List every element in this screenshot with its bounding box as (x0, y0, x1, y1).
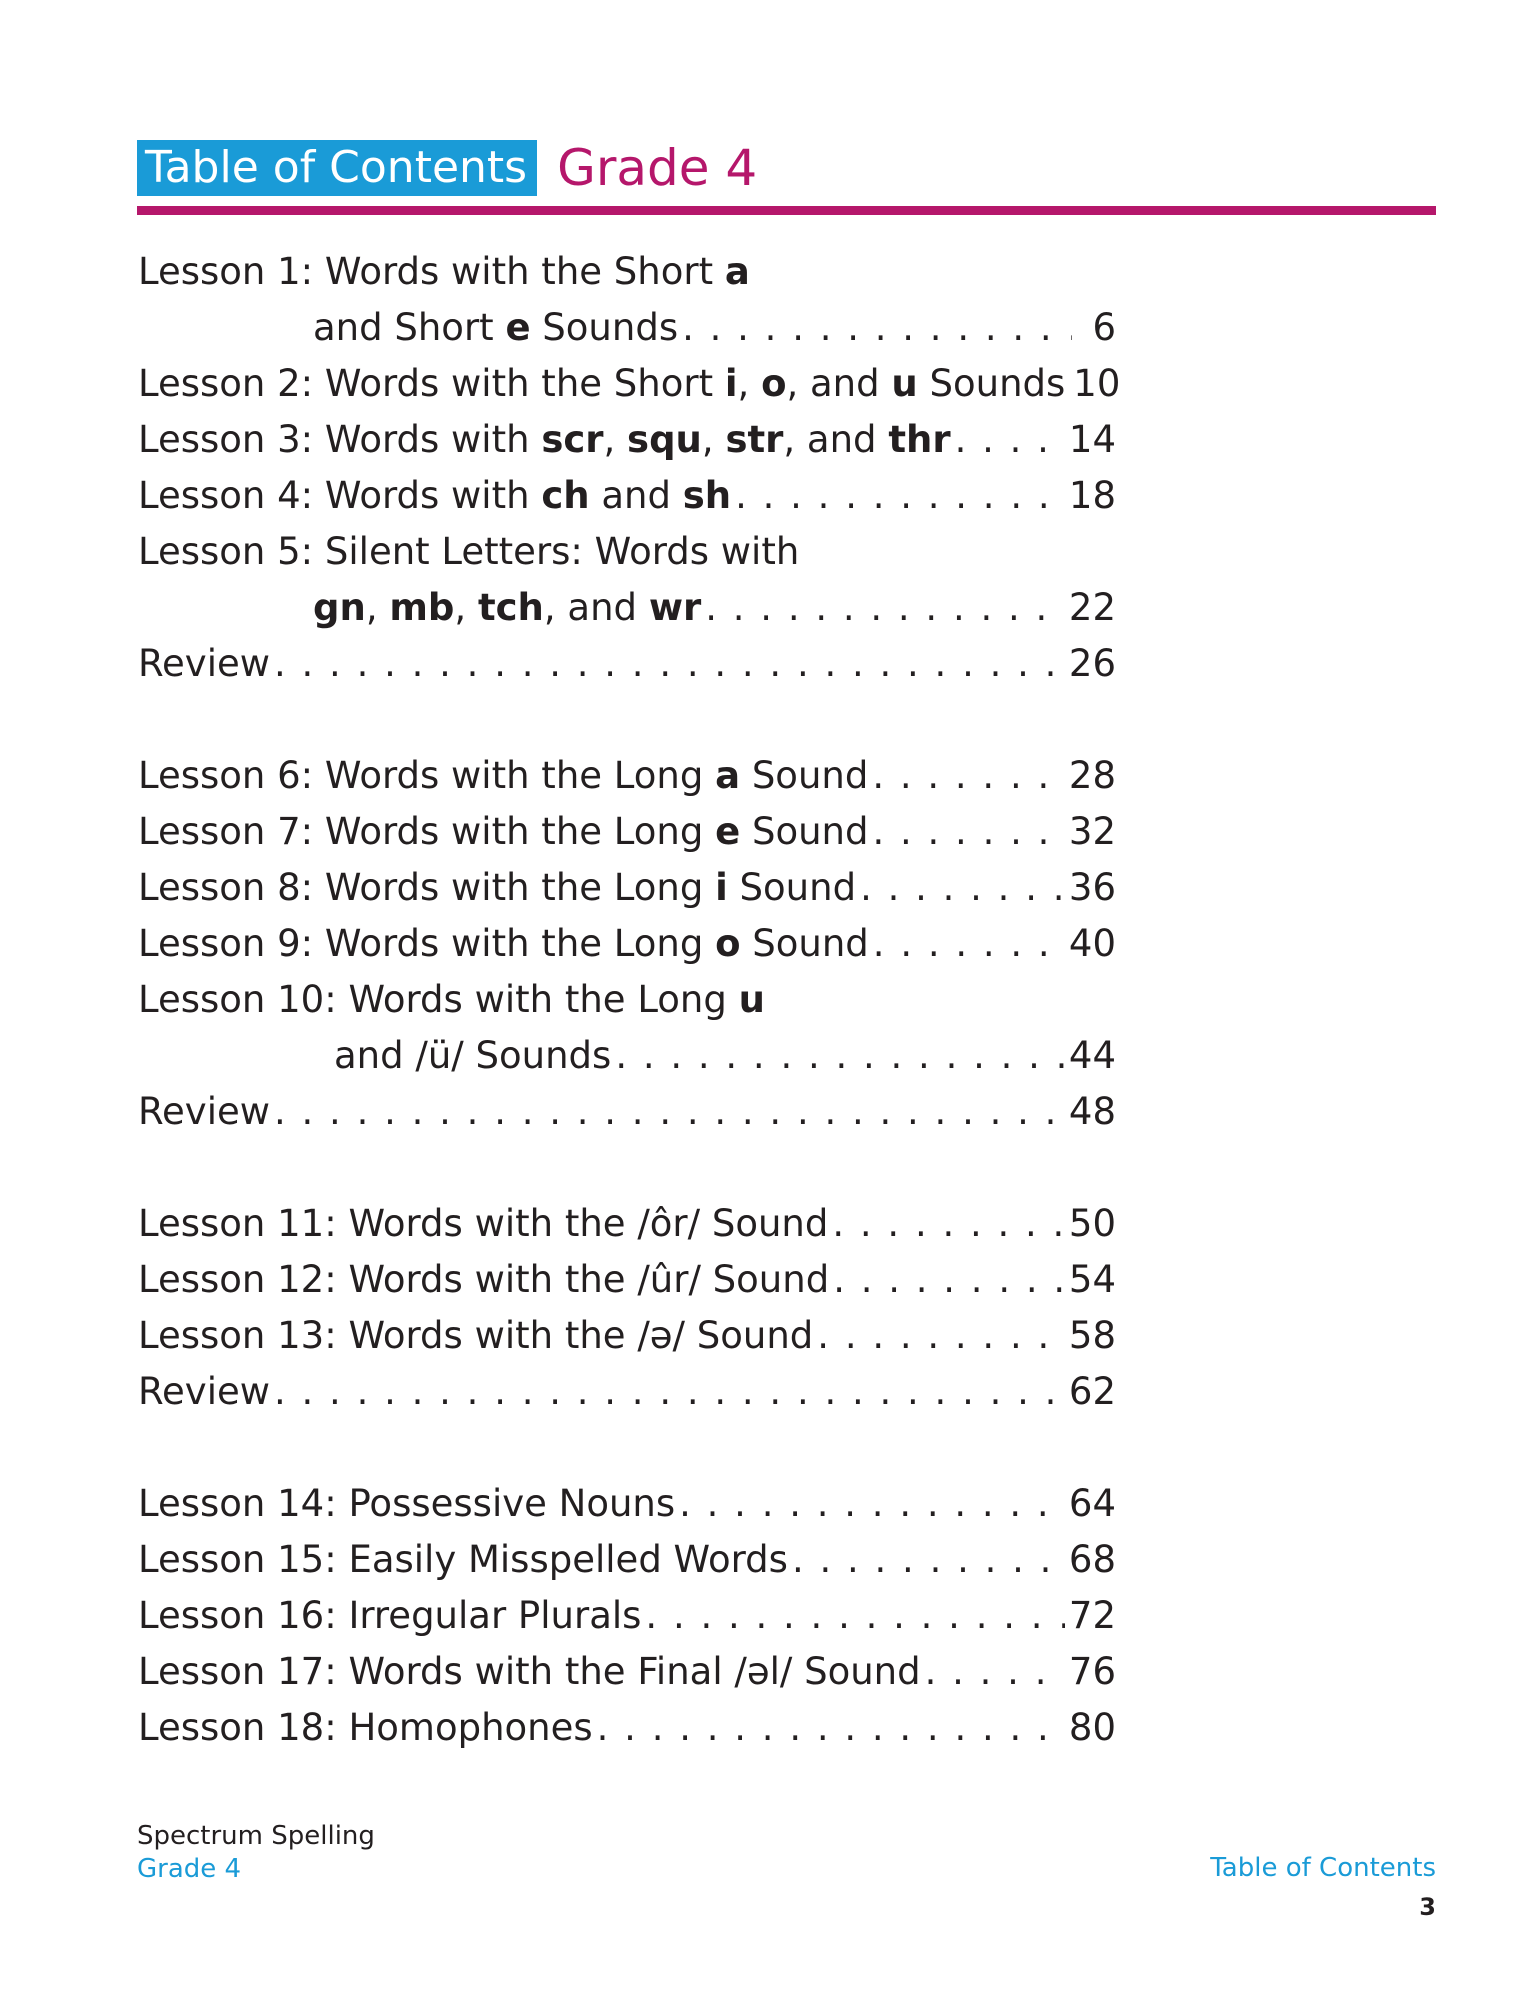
dot-leader (735, 468, 1065, 524)
dot-leader (274, 636, 1065, 692)
entry-page-number: 50 (1068, 1202, 1116, 1245)
entry-text-part: wr (648, 586, 702, 629)
toc-list (138, 244, 1121, 1756)
entry-page-number: 80 (1068, 1706, 1116, 1749)
entry-page-number: 44 (1068, 1034, 1116, 1077)
entry-text-part: , (603, 418, 628, 461)
entry-label: Review (138, 1370, 271, 1413)
entry-label: Lesson 14: (138, 1482, 349, 1525)
entry-title (138, 860, 856, 916)
dot-leader (925, 1644, 1065, 1700)
entry-title (138, 412, 951, 468)
entry-text-part: Irregular Plurals (348, 1594, 642, 1637)
entry-text-part: , (454, 586, 478, 629)
entry-text-part: Silent Letters: Words with (324, 530, 800, 573)
entry-text-part: squ (627, 418, 702, 461)
dot-leader (833, 1252, 1065, 1308)
entry-label: Lesson 11: (138, 1202, 349, 1245)
entry-text-part: ch (541, 474, 590, 517)
toc-entry (138, 1028, 1116, 1084)
entry-text-part: Words with the Long (324, 866, 716, 909)
entry-title (138, 1532, 788, 1588)
entry-label: Lesson 6: (138, 754, 325, 797)
toc-entry (138, 748, 1116, 804)
entry-title (138, 244, 750, 300)
entry-text-part: , and (786, 362, 892, 405)
dot-leader (955, 412, 1065, 468)
entry-page-number: 64 (1068, 1482, 1116, 1525)
entry-title (138, 748, 868, 804)
entry-title (138, 356, 1065, 412)
entry-text-part: Sounds (917, 362, 1066, 405)
entry-title (138, 636, 270, 692)
toc-entry (138, 804, 1116, 860)
dot-leader (872, 748, 1065, 804)
entry-label: Lesson 3: (138, 418, 325, 461)
entry-text-part: gn (313, 586, 366, 629)
entry-text-part: scr (541, 418, 604, 461)
entry-text-part: tch (477, 586, 544, 629)
entry-title (138, 1588, 641, 1644)
entry-title (138, 804, 868, 860)
toc-entry (138, 1084, 1116, 1140)
entry-text-part: Words with the Long (324, 754, 716, 797)
entry-text-part: thr (888, 418, 951, 461)
dot-leader (645, 1588, 1064, 1644)
toc-heading: Table of Contents (137, 140, 537, 196)
page-header (137, 140, 757, 196)
toc-entry (138, 1700, 1116, 1756)
entry-title (138, 1308, 813, 1364)
entry-text-part: str (725, 418, 784, 461)
entry-text-part: e (505, 306, 531, 349)
entry-text-part: o (761, 362, 787, 405)
entry-text-part: i (715, 866, 728, 909)
entry-text-part: a (724, 250, 750, 293)
entry-text-part: a (715, 754, 741, 797)
dot-leader (615, 1028, 1065, 1084)
dot-leader (597, 1700, 1065, 1756)
dot-leader (860, 860, 1065, 916)
toc-entry (138, 1252, 1116, 1308)
toc-entry (138, 412, 1116, 468)
entry-page-number: 32 (1068, 810, 1116, 853)
entry-text-part: i (724, 362, 738, 405)
entry-label: Lesson 2: (138, 362, 325, 405)
entry-text-part: Words with (324, 418, 542, 461)
entry-text-part: Words with the /ôr/ Sound (348, 1202, 829, 1245)
entry-text-part: Words with the Long (324, 922, 716, 965)
toc-entry (138, 468, 1116, 524)
toc-entry (138, 1476, 1116, 1532)
entry-label: Review (138, 1090, 271, 1133)
entry-page-number: 22 (1068, 586, 1116, 629)
entry-label: Lesson 7: (138, 810, 325, 853)
entry-title (138, 916, 869, 972)
entry-title-continued (334, 1028, 611, 1084)
toc-entry (138, 1196, 1116, 1252)
group-spacer (138, 1420, 1116, 1476)
entry-text-part: Sound (740, 810, 869, 853)
entry-page-number: 68 (1068, 1538, 1116, 1581)
entry-label: Lesson 16: (138, 1594, 349, 1637)
entry-label: Lesson 10: (138, 978, 349, 1021)
entry-text-part: and Short (313, 306, 506, 349)
entry-page-number: 48 (1068, 1090, 1116, 1133)
dot-leader (682, 300, 1072, 356)
entry-page-number: 40 (1068, 922, 1116, 965)
entry-label: Lesson 18: (138, 1706, 349, 1749)
entry-page-number: 28 (1068, 754, 1116, 797)
entry-page-number: 26 (1068, 642, 1116, 685)
toc-entry (138, 244, 1116, 300)
toc-entry (138, 1308, 1116, 1364)
entry-title (138, 1364, 270, 1420)
entry-text-part: o (715, 922, 741, 965)
entry-text-part: Easily Misspelled Words (348, 1538, 788, 1581)
entry-title (138, 1644, 921, 1700)
dot-leader (274, 1364, 1065, 1420)
entry-page-number: 18 (1068, 474, 1116, 517)
entry-page-number: 72 (1068, 1594, 1116, 1637)
entry-title (138, 1196, 828, 1252)
entry-label: Review (138, 642, 271, 685)
entry-page-number: 14 (1068, 418, 1116, 461)
toc-entry (138, 1588, 1116, 1644)
entry-title (138, 468, 731, 524)
entry-label: Lesson 4: (138, 474, 325, 517)
entry-text-part: and (589, 474, 683, 517)
entry-text-part: Words with the /ûr/ Sound (348, 1258, 830, 1301)
toc-entry (138, 1644, 1116, 1700)
toc-entry (138, 580, 1116, 636)
toc-entry (138, 860, 1116, 916)
entry-text-part: u (738, 978, 765, 1021)
entry-title-continued (313, 300, 678, 356)
entry-label: Lesson 17: (138, 1650, 349, 1693)
entry-text-part: Words with (324, 474, 542, 517)
entry-label: Lesson 12: (138, 1258, 349, 1301)
entry-text-part: Possessive Nouns (348, 1482, 676, 1525)
entry-label: Lesson 9: (138, 922, 325, 965)
entry-text-part: Words with the Final /əl/ Sound (348, 1650, 921, 1693)
entry-title (138, 1084, 270, 1140)
entry-text-part: Words with the Long (324, 810, 716, 853)
dot-leader (872, 804, 1064, 860)
page-number: 3 (1419, 1893, 1436, 1921)
footer-left (137, 1820, 375, 1886)
entry-page-number: 54 (1068, 1258, 1116, 1301)
entry-text-part: mb (389, 586, 455, 629)
toc-entry (138, 972, 1116, 1028)
dot-leader (817, 1308, 1065, 1364)
entry-label: Lesson 15: (138, 1538, 349, 1581)
entry-title (138, 1700, 593, 1756)
entry-page-number: 62 (1068, 1370, 1116, 1413)
group-spacer (138, 692, 1116, 748)
entry-label: Lesson 8: (138, 866, 325, 909)
dot-leader (679, 1476, 1065, 1532)
header-rule (137, 206, 1436, 215)
dot-leader (274, 1084, 1065, 1140)
group-spacer (138, 1140, 1116, 1196)
footer-grade: Grade 4 (137, 1854, 242, 1884)
entry-title (138, 1476, 675, 1532)
entry-text-part: , and (783, 418, 889, 461)
entry-text-part: sh (682, 474, 732, 517)
entry-label: Lesson 13: (138, 1314, 349, 1357)
dot-leader (792, 1532, 1065, 1588)
footer-series: Spectrum Spelling (137, 1821, 375, 1851)
toc-entry (138, 1532, 1116, 1588)
entry-title (138, 524, 799, 580)
entry-text-part: , and (543, 586, 649, 629)
entry-page-number: 10 (1073, 362, 1121, 405)
dot-leader (832, 1196, 1065, 1252)
entry-text-part: e (715, 810, 741, 853)
entry-title-continued (313, 580, 701, 636)
grade-heading: Grade 4 (557, 139, 758, 197)
entry-text-part: Words with the Long (348, 978, 739, 1021)
entry-text-part: , (365, 586, 390, 629)
toc-entry (138, 1364, 1116, 1420)
entry-page-number: 6 (1092, 306, 1116, 349)
dot-leader (705, 580, 1065, 636)
dot-leader (873, 916, 1065, 972)
toc-entry (138, 300, 1116, 356)
entry-text-part: Sounds (530, 306, 679, 349)
entry-text-part: Sound (740, 754, 869, 797)
entry-text-part: u (891, 362, 918, 405)
toc-entry (138, 916, 1116, 972)
entry-text-part: Words with the Short (324, 250, 725, 293)
toc-entry (138, 356, 1121, 412)
entry-page-number: 76 (1068, 1650, 1116, 1693)
entry-page-number: 36 (1068, 866, 1116, 909)
toc-entry (138, 636, 1116, 692)
entry-text-part: , (701, 418, 726, 461)
entry-text-part: Sound (740, 922, 869, 965)
footer-section: Table of Contents (1210, 1853, 1436, 1883)
entry-text-part: Words with the Short (324, 362, 725, 405)
entry-title (138, 972, 765, 1028)
entry-text-part: Homophones (348, 1706, 593, 1749)
entry-text-part: and /ü/ Sounds (334, 1034, 612, 1077)
entry-label: Lesson 5: (138, 530, 325, 573)
entry-title (138, 1252, 829, 1308)
entry-text-part: , (737, 362, 762, 405)
entry-page-number: 58 (1068, 1314, 1116, 1357)
entry-text-part: Sound (727, 866, 857, 909)
toc-entry (138, 524, 1116, 580)
entry-label: Lesson 1: (138, 250, 325, 293)
entry-text-part: Words with the /ə/ Sound (348, 1314, 814, 1357)
